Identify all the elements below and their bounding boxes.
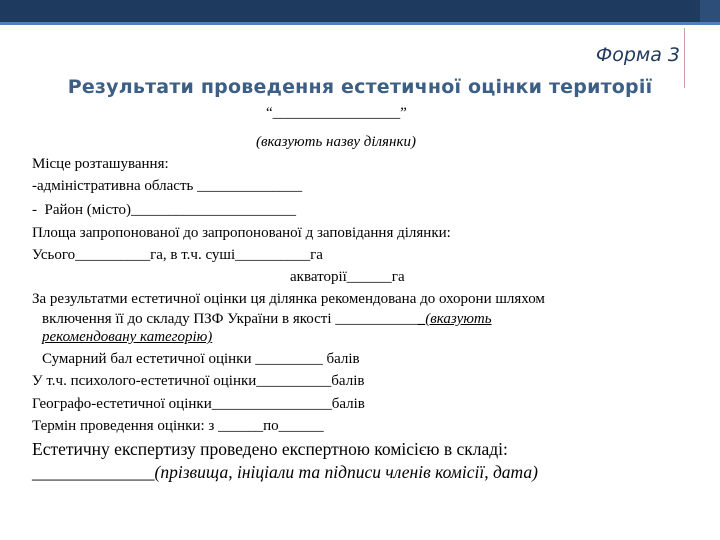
district-line: - Район (місто)______________________: [32, 202, 296, 218]
top-banner: [0, 0, 720, 22]
total-area-line: Усього__________га, в т.ч. суші__________га: [32, 247, 323, 263]
signature-blank: ______________: [32, 462, 155, 482]
category-hint-end: рекомендовану категорію): [42, 329, 213, 345]
region-line: -адміністративна область ______________: [32, 178, 303, 194]
assessment-term-line: Термін проведення оцінки: з ______по______: [32, 418, 324, 434]
top-banner-corner: [700, 0, 720, 22]
aquatory-line: акваторії______га: [290, 269, 405, 285]
location-heading: Місце розташування:: [32, 156, 169, 172]
form-label: Форма 3: [595, 44, 680, 66]
psych-score-line: У т.ч. психолого-естетичної оцінки__________балів: [32, 373, 365, 389]
recommendation-line-2: [42, 310, 492, 328]
expert-commission-line: Естетичну експертизу проведено експертною комісією в складі:: [32, 439, 508, 459]
signature-line: [32, 463, 538, 481]
recommendation-text: включення її до складу ПЗФ України в якості ___________: [42, 311, 418, 327]
category-hint-start: _(вказують: [417, 311, 492, 327]
page-title: Результати проведення естетичної оцінки території: [67, 76, 653, 98]
geo-score-line: Географо-естетичної оцінки________________балів: [32, 396, 365, 412]
area-line: Площа запропонованої до запропонованої д заповідання ділянки:: [32, 225, 451, 241]
top-banner-accent: [0, 22, 720, 25]
recommendation-line-1: За результатми естетичної оцінки ця ділянка рекомендована до охорони шляхом: [32, 291, 545, 307]
site-name-hint: (вказують назву ділянки): [256, 134, 416, 150]
signature-hint: (прізвища, ініціали та підписи членів комісії, дата): [154, 462, 538, 482]
total-score-line: Сумарний бал естетичної оцінки _________ балів: [42, 351, 360, 367]
site-name-blank: “_________________”: [266, 105, 407, 121]
